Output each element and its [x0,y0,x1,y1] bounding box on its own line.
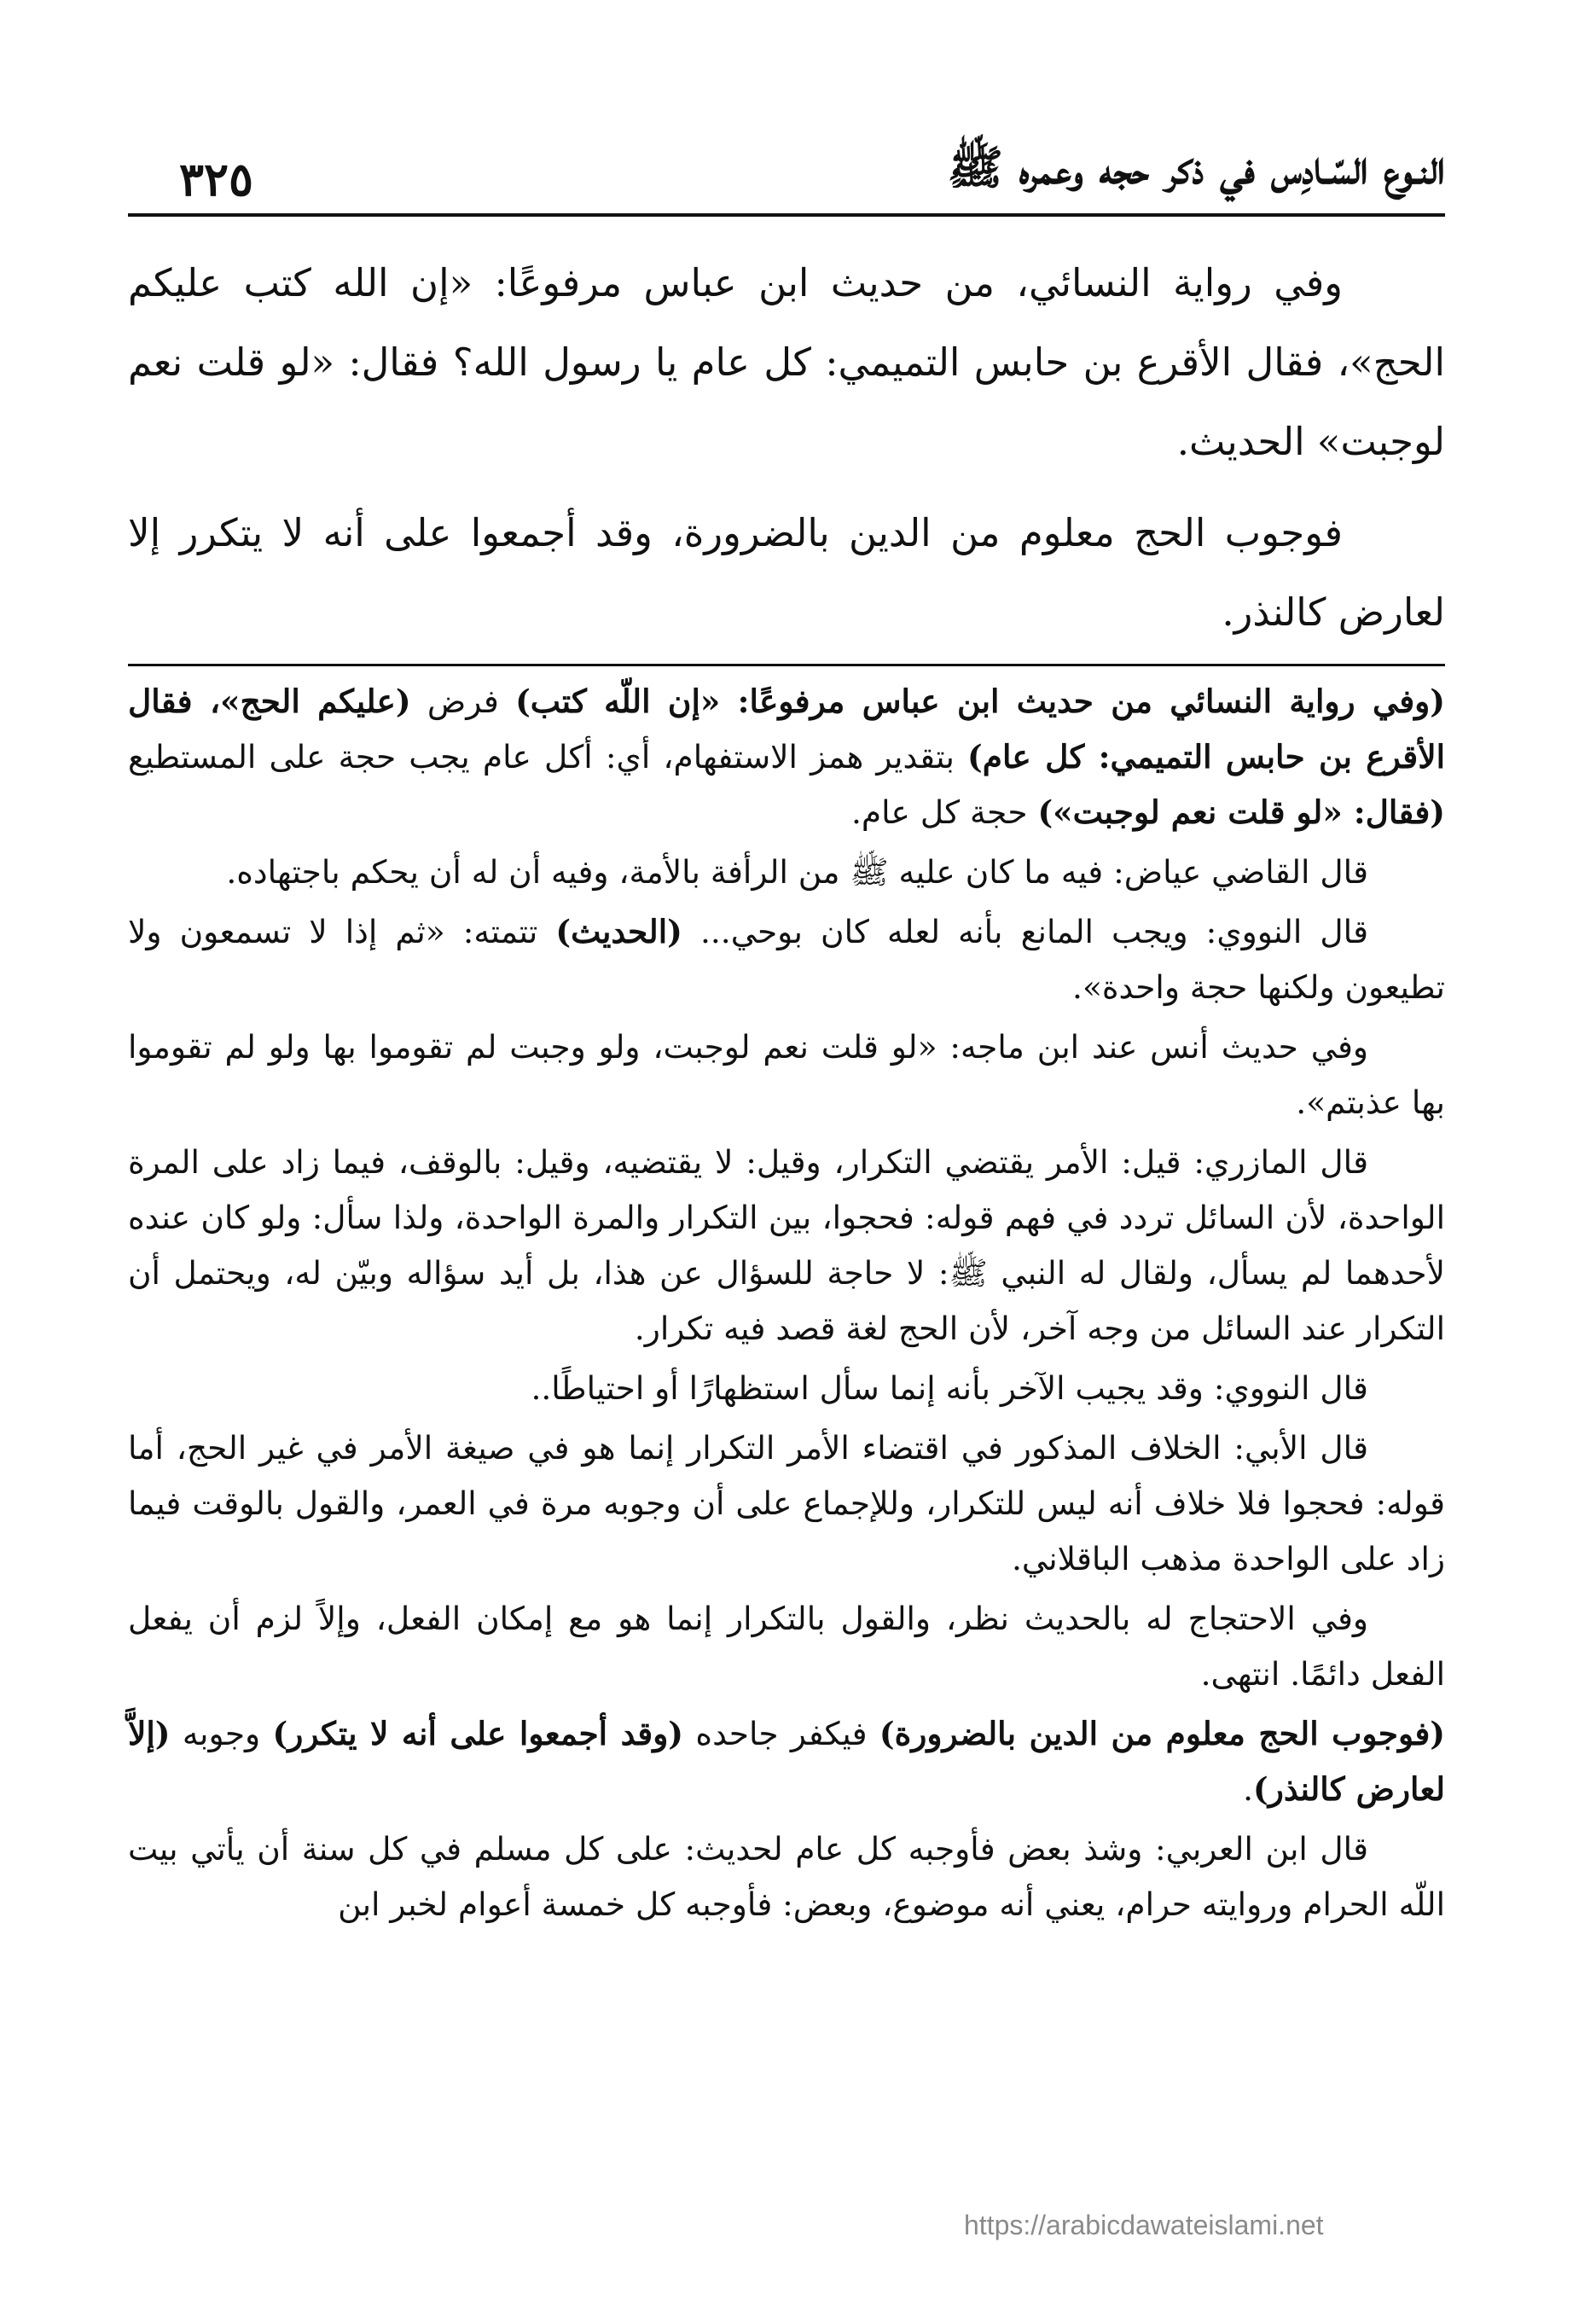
commentary-text: فيكفر جاحده [683,1715,879,1752]
chapter-title: النـوع السّـادِس في ذكر حجه وعمره ﷺ [947,140,1445,195]
commentary-text: حجة كل عام. [850,793,1038,831]
commentary-text: قال النووي: ويجب المانع بأنه لعله كان بوحي... [682,913,1368,950]
running-header [128,141,1445,217]
page-number: ٣٢٥ [179,152,254,206]
quoted-matn: (وقد أجمعوا على أنه لا يتكرر) [272,1715,684,1752]
main-paragraph: فوجوب الحج معلوم من الدين بالضرورة، وقد أجمعوا على أنه لا يتكرر إلا لعارض كالنذر. [128,510,1445,635]
quoted-matn: (إلاَّ لعارض كالنذر) [128,1715,1445,1808]
quoted-matn: (فقال: «لو قلت نعم لوجبت») [1037,793,1445,831]
main-text [128,243,1445,664]
commentary-text: بتقدير همز الاستفهام، أي: أكل عام يجب حجة على المستطيع [128,738,968,776]
commentary-text: تتمته: «ثم إذا لا تسمعون ولا تطيعون ولكنها حجة واحدة». [128,913,1445,1006]
quoted-matn: (الحديث) [555,913,682,950]
commentary-paragraph [128,904,1445,1015]
quoted-matn: (عليكم الحج»، فقال الأقرع بن حابس التميمي: كل عام) [128,683,1445,776]
commentary-paragraph: قال المازري: قيل: الأمر يقتضي التكرار، وقيل: لا يقتضيه، وقيل: بالوقف، فيما زاد على المرة الواحدة، لأن السائل تردد في فهم قوله: فحجوا، بين التكرار والمرة الواحدة، ولذا سأل: ولو كان عنده لأحدهما لم يسأل، ولقال له النبي ﷺ: لا حاجة للسؤال عن هذا، بل أيد سؤاله وبيّن له، ويحتمل أن التكرار عند السائل من وجه آخر، لأن الحج لغة قصد فيه تكرار. [128,1143,1445,1347]
quoted-matn: (فوجوب الحج معلوم من الدين بالضرورة) [879,1715,1446,1752]
commentary-paragraph [128,674,1445,840]
quoted-matn: (وفي رواية النسائي من حديث ابن عباس مرفوعًا: «إن اللّه كتب) [515,683,1445,720]
footnote-divider [128,664,1445,666]
commentary-paragraph: قال النووي: وقد يجيب الآخر بأنه إنما سأل استظهارًا أو احتياطًا.. [531,1369,1368,1407]
commentary-text: وجوبه [170,1715,273,1752]
watermark-url: https://arabicdawateislami.net [964,2210,1324,2240]
commentary-section [128,674,1445,1937]
commentary-paragraph: قال ابن العربي: وشذ بعض فأوجبه كل عام لحديث: على كل مسلم في كل سنة أن يأتي بيت اللّه الحرام وروايته حرام، يعني أنه موضوع، وبعض: فأوجبه كل خمسة أعوام لخبر ابن [128,1830,1445,1923]
main-paragraph: وفي رواية النسائي، من حديث ابن عباس مرفوعًا: «إن الله كتب عليكم الحج»، فقال الأقرع بن حابس التميمي: كل عام يا رسول الله؟ فقال: «لو قلت نعم لوجبت» الحديث. [128,260,1445,464]
commentary-paragraph: قال الأبي: الخلاف المذكور في اقتضاء الأمر التكرار إنما هو في صيغة الأمر في غير الحج، أما قوله: فحجوا فلا خلاف أنه ليس للتكرار، وللإجماع على أن وجوبه مرة في العمر، والقول بالوقت فيما زاد على الواحدة مذهب الباقلاني. [128,1429,1445,1577]
commentary-paragraph: قال القاضي عياض: فيه ما كان عليه ﷺ من الرأفة بالأمة، وفيه أن له أن يحكم باجتهاده. [226,853,1368,891]
commentary-paragraph [128,1706,1445,1817]
commentary-text: . [1243,1770,1253,1808]
commentary-paragraph: وفي حديث أنس عند ابن ماجه: «لو قلت نعم لوجبت، ولو وجبت لم تقوموا بها ولو لم تقوموا بها عذبتم». [128,1028,1445,1121]
commentary-text: فرض [410,683,516,720]
commentary-paragraph: وفي الاحتجاج له بالحديث نظر، والقول بالتكرار إنما هو مع إمكان الفعل، وإلاً لزم أن يفعل الفعل دائمًا. انتهى. [128,1600,1445,1693]
